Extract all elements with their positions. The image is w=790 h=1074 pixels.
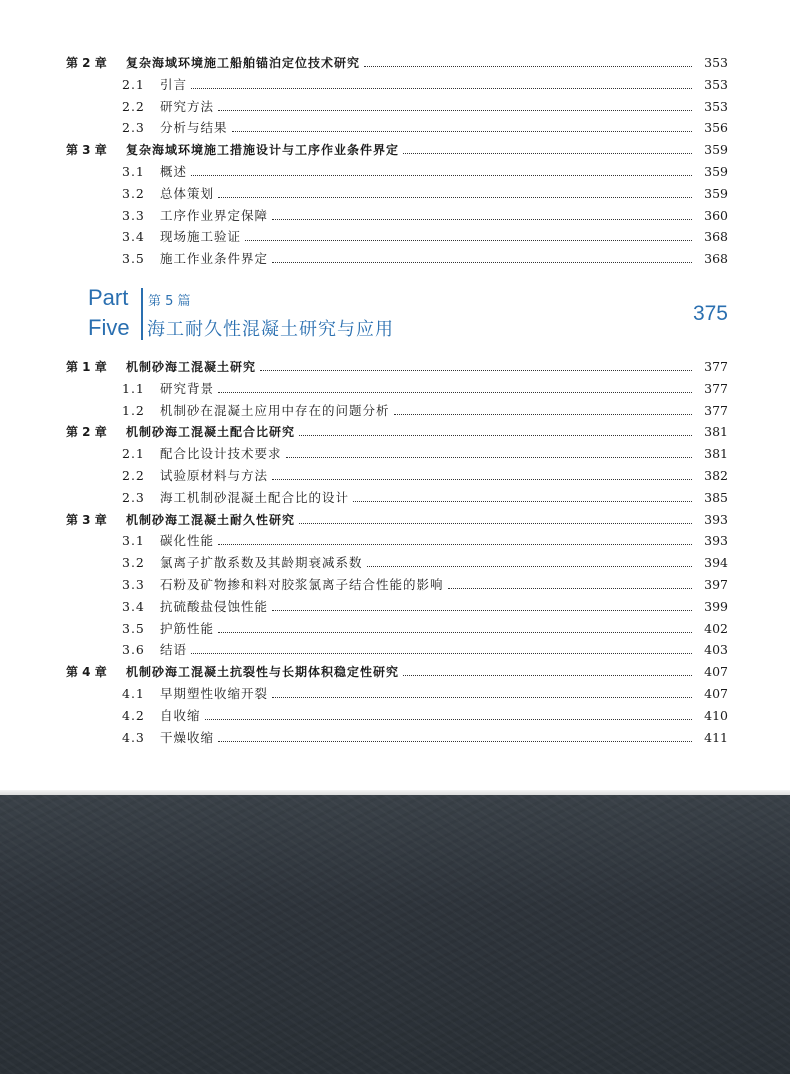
toc-entry-title: 机制砂海工混凝土抗裂性与长期体积稳定性研究 [126, 665, 400, 680]
toc-entry-page: 359 [704, 185, 728, 201]
toc-section-row [122, 204, 728, 224]
toc-entry-title: 机制砂在混凝土应用中存在的问题分析 [160, 402, 390, 418]
toc-entry-page: 368 [704, 251, 728, 267]
toc-entry-page: 353 [704, 55, 728, 70]
toc-section-row [122, 464, 728, 484]
part-number-word: Five [88, 315, 130, 340]
toc-section-row [122, 377, 728, 397]
toc-entry-page: 359 [704, 164, 728, 179]
leader-dots [218, 110, 692, 111]
toc-entry-page: 377 [704, 359, 728, 374]
toc-entry-title: 干燥收缩 [160, 729, 215, 745]
toc-entry-title: 试验原材料与方法 [160, 468, 269, 483]
toc-entry-title: 机制砂海工混凝土配合比研究 [126, 425, 296, 440]
leader-dots [218, 632, 692, 633]
toc-entry-number: 第 2 章 [66, 425, 107, 440]
toc-section-row [122, 247, 728, 267]
toc-chapter-row [66, 508, 728, 528]
toc-entry-number: 1.2 [122, 402, 145, 418]
leader-dots [218, 197, 692, 198]
toc-entry-number: 第 2 章 [66, 56, 107, 70]
leader-dots [260, 370, 692, 371]
part-page-number: 375 [692, 302, 728, 325]
toc-entry-page: 381 [704, 446, 728, 462]
toc-entry-number: 2.3 [122, 120, 145, 136]
toc-entry-page: 407 [704, 664, 728, 680]
book-cover-background [0, 795, 790, 1074]
toc-entry-page: 382 [704, 468, 728, 483]
toc-entry-title: 研究背景 [160, 380, 215, 396]
toc-entry-number: 1.1 [122, 380, 145, 396]
leader-dots [353, 501, 692, 502]
toc-entry-page: 353 [704, 76, 728, 92]
toc-entry-title: 工序作业界定保障 [160, 207, 269, 223]
leader-dots [272, 262, 692, 263]
part-label: 第 5 篇 [148, 294, 191, 309]
leader-dots [218, 544, 692, 545]
toc-section-row [122, 399, 728, 419]
toc-entry-number: 4.2 [122, 707, 145, 723]
toc-entry-page: 360 [704, 207, 728, 223]
leader-dots [191, 88, 692, 89]
toc-entry-number: 3.3 [122, 577, 145, 592]
leader-dots [367, 566, 692, 567]
toc-entry-number: 2.2 [122, 98, 145, 114]
leader-dots [299, 435, 692, 436]
toc-chapter-row [66, 51, 728, 71]
cover-texture [0, 795, 790, 1074]
leader-dots [218, 741, 692, 742]
toc-entry-number: 4.1 [122, 686, 145, 701]
toc-entry-number: 3.5 [122, 251, 145, 267]
toc-section-row [122, 682, 728, 702]
toc-section-row [122, 704, 728, 724]
toc-section-row [122, 595, 728, 615]
toc-entry-number: 2.2 [122, 468, 145, 483]
toc-entry-page: 385 [704, 489, 728, 505]
toc-entry-page: 377 [704, 380, 728, 396]
toc-section-row [122, 95, 728, 115]
leader-dots [272, 610, 692, 611]
leader-dots [286, 457, 692, 458]
toc-entry-page: 399 [704, 598, 728, 614]
toc-entry-number: 3.1 [122, 164, 145, 179]
leader-dots [272, 479, 692, 480]
leader-dots [448, 588, 692, 589]
toc-section-row [122, 617, 728, 637]
toc-entry-page: 403 [704, 642, 728, 658]
toc-entry-title: 机制砂海工混凝土耐久性研究 [126, 512, 296, 527]
toc-entry-number: 第 1 章 [66, 360, 107, 374]
leader-dots [403, 675, 692, 676]
toc-section-row [122, 225, 728, 245]
toc-entry-title: 自收缩 [160, 707, 201, 723]
toc-entry-page: 393 [704, 533, 728, 549]
toc-section-row [122, 551, 728, 571]
toc-entry-page: 368 [704, 229, 728, 245]
toc-entry-number: 第 3 章 [66, 143, 107, 158]
toc-entry-number: 2.3 [122, 489, 145, 505]
leader-dots [299, 523, 692, 524]
toc-section-row [122, 726, 728, 746]
part-word: Part [88, 285, 129, 310]
toc-entry-page: 394 [704, 555, 728, 571]
toc-entry-title: 现场施工验证 [160, 229, 242, 245]
toc-entry-page: 381 [704, 424, 728, 440]
toc-entry-number: 3.2 [122, 185, 145, 201]
toc-entry-number: 3.3 [122, 207, 145, 223]
toc-entry-title: 氯离子扩散系数及其龄期衰减系数 [160, 555, 363, 571]
leader-dots [218, 392, 692, 393]
toc-entry-title: 碳化性能 [160, 533, 215, 549]
leader-dots [191, 175, 692, 176]
toc-entry-number: 4.3 [122, 729, 145, 745]
toc-section-row [122, 638, 728, 658]
toc-entry-title: 引言 [160, 76, 188, 92]
toc-section-row [122, 529, 728, 549]
toc-entry-title: 早期塑性收缩开裂 [160, 686, 269, 701]
toc-chapter-row [66, 660, 728, 680]
toc-chapter-row [66, 420, 728, 440]
toc-entry-number: 3.5 [122, 620, 145, 636]
toc-chapter-row [66, 355, 728, 375]
toc-section-row [122, 160, 728, 180]
toc-entry-title: 复杂海域环境施工船舶锚泊定位技术研究 [126, 56, 361, 70]
leader-dots [394, 414, 692, 415]
toc-entry-number: 第 4 章 [66, 665, 107, 680]
part-five-header [88, 284, 730, 344]
leader-dots [272, 219, 692, 220]
toc-entry-page: 402 [704, 620, 728, 636]
toc-entry-number: 第 3 章 [66, 512, 107, 527]
toc-entry-page: 411 [704, 729, 728, 745]
toc-section-row [122, 486, 728, 506]
toc-entry-title: 分析与结果 [160, 120, 228, 136]
toc-entry-title: 石粉及矿物掺和料对胶浆氯离子结合性能的影响 [160, 577, 444, 592]
leader-dots [232, 131, 692, 132]
toc-entry-number: 3.4 [122, 229, 145, 245]
toc-entry-page: 410 [704, 707, 728, 723]
leader-dots [191, 653, 692, 654]
toc-entry-title: 抗硫酸盐侵蚀性能 [160, 598, 269, 614]
toc-section-row [122, 116, 728, 136]
toc-entry-number: 3.6 [122, 642, 145, 658]
toc-entry-title: 结语 [160, 642, 188, 658]
leader-dots [364, 66, 692, 67]
toc-entry-title: 概述 [160, 164, 188, 179]
part-divider [141, 288, 143, 340]
toc-entry-title: 海工机制砂混凝土配合比的设计 [160, 489, 350, 505]
toc-entry-page: 377 [704, 402, 728, 418]
toc-entry-page: 393 [704, 511, 728, 527]
toc-chapter-row [66, 138, 728, 158]
toc-section-row [122, 73, 728, 93]
toc-entry-page: 397 [704, 577, 728, 592]
toc-section-row [122, 442, 728, 462]
part-title: 海工耐久性混凝土研究与应用 [147, 319, 394, 340]
toc-entry-title: 总体策划 [160, 185, 215, 201]
leader-dots [245, 240, 692, 241]
toc-entry-title: 施工作业条件界定 [160, 251, 269, 267]
toc-entry-number: 2.1 [122, 446, 145, 462]
toc-entry-title: 配合比设计技术要求 [160, 446, 282, 462]
toc-entry-page: 359 [704, 142, 728, 158]
toc-entry-title: 研究方法 [160, 98, 215, 114]
toc-entry-page: 353 [704, 98, 728, 114]
toc-entry-number: 3.1 [122, 533, 145, 549]
toc-entry-page: 356 [704, 120, 728, 136]
toc-entry-title: 复杂海域环境施工措施设计与工序作业条件界定 [126, 143, 400, 158]
toc-entry-number: 2.1 [122, 76, 145, 92]
toc-section-row [122, 573, 728, 593]
toc-entry-title: 机制砂海工混凝土研究 [126, 360, 257, 374]
toc-entry-page: 407 [704, 686, 728, 701]
toc-section-row [122, 182, 728, 202]
toc-entry-title: 护筋性能 [160, 620, 215, 636]
leader-dots [205, 719, 692, 720]
toc-entry-number: 3.4 [122, 598, 145, 614]
toc-entry-number: 3.2 [122, 555, 145, 571]
leader-dots [403, 153, 692, 154]
leader-dots [272, 697, 692, 698]
